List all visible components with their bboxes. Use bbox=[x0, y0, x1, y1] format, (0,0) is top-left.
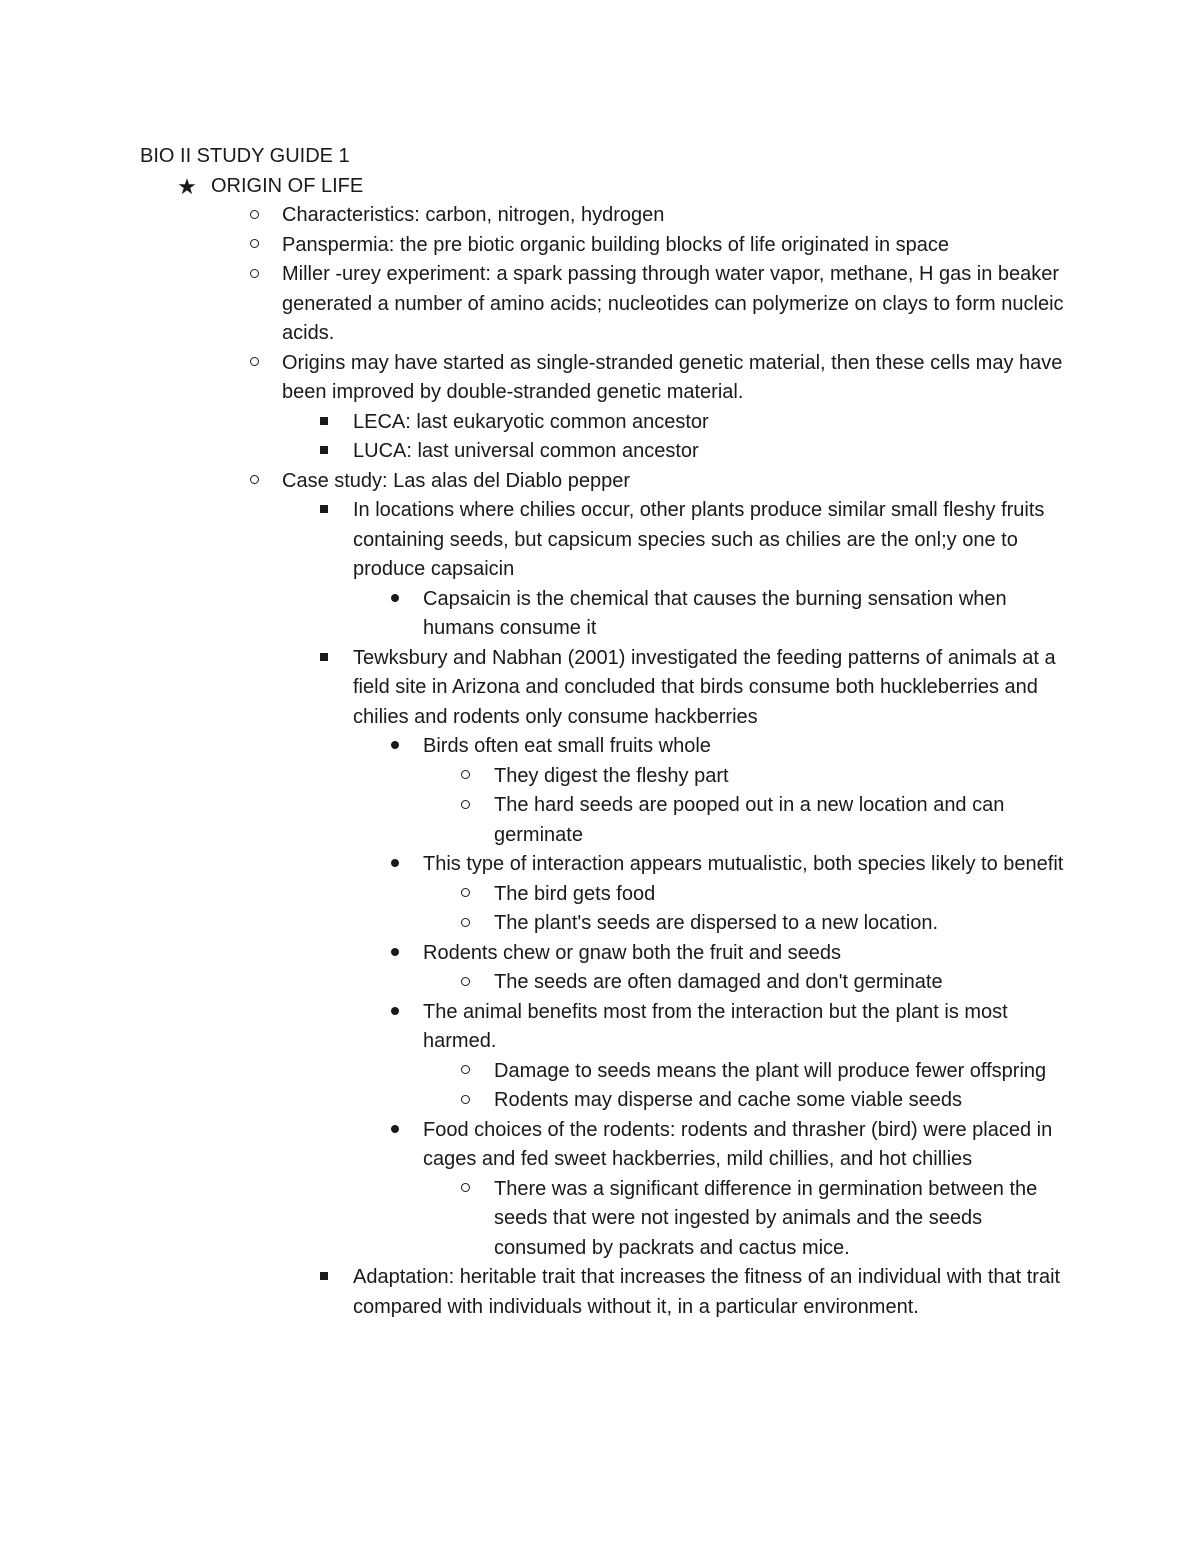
square-bullet-icon bbox=[314, 644, 334, 674]
square-bullet-icon bbox=[314, 1263, 334, 1293]
outline-item bbox=[0, 496, 1200, 585]
outline-item bbox=[0, 260, 1200, 349]
outline-item-text: Panspermia: the pre biotic organic building blocks of life originated in space bbox=[282, 233, 950, 256]
outline-item bbox=[0, 939, 1200, 969]
outline-item bbox=[0, 732, 1200, 762]
hollow-circle-bullet-icon bbox=[244, 231, 264, 261]
outline-item bbox=[0, 644, 1200, 733]
outline-item-text: The bird gets food bbox=[494, 882, 656, 905]
hollow-circle-bullet-icon bbox=[244, 201, 264, 231]
outline-item-text: The seeds are often damaged and don't germinate bbox=[494, 971, 943, 993]
outline-item bbox=[0, 1175, 1200, 1264]
outline-item bbox=[0, 349, 1200, 408]
outline-item bbox=[0, 998, 1200, 1057]
document-title: BIO II STUDY GUIDE 1 bbox=[140, 145, 350, 167]
hollow-circle-bullet-icon bbox=[455, 1057, 475, 1087]
outline-item-text: The animal benefits most from the interaction but the plant is most harmed. bbox=[423, 1000, 1008, 1052]
outline-item bbox=[0, 1116, 1200, 1175]
outline-list bbox=[0, 172, 1200, 1323]
outline-item bbox=[0, 408, 1200, 438]
dot-bullet-icon bbox=[384, 1116, 406, 1146]
hollow-circle-bullet-icon bbox=[455, 968, 475, 998]
square-bullet-icon bbox=[314, 496, 334, 526]
outline-item bbox=[0, 909, 1200, 939]
outline-item-text: Miller -urey experiment: a spark passing through water vapor, methane, H gas in beaker generated a number of amino acids; nucleotides can polymerize on clays to form nucleic acids. bbox=[282, 263, 1064, 344]
outline-item bbox=[0, 791, 1200, 850]
outline-item bbox=[0, 1263, 1200, 1322]
outline-item bbox=[0, 850, 1200, 880]
square-bullet-icon bbox=[314, 437, 334, 467]
outline-item bbox=[0, 172, 1200, 202]
outline-item-text: Adaptation: heritable trait that increases the fitness of an individual with that trait compared with individuals without it, in a particular environment. bbox=[353, 1266, 1061, 1318]
outline-item bbox=[0, 437, 1200, 467]
outline-item-text: The hard seeds are pooped out in a new location and can germinate bbox=[494, 794, 1005, 846]
outline-item bbox=[0, 201, 1200, 231]
hollow-circle-bullet-icon bbox=[244, 349, 264, 379]
hollow-circle-bullet-icon bbox=[455, 909, 475, 939]
outline-item-text: Rodents may disperse and cache some viable seeds bbox=[494, 1089, 963, 1111]
outline-item bbox=[0, 1086, 1200, 1116]
dot-bullet-icon bbox=[384, 998, 406, 1028]
outline-item-text: This type of interaction appears mutualistic, both species likely to benefit bbox=[423, 853, 1064, 875]
star-bullet-icon: ★ bbox=[177, 173, 197, 199]
outline-item bbox=[0, 231, 1200, 261]
hollow-circle-bullet-icon bbox=[455, 1086, 475, 1116]
outline-item bbox=[0, 968, 1200, 998]
hollow-circle-bullet-icon bbox=[455, 1175, 475, 1205]
outline-item-text: LECA: last eukaryotic common ancestor bbox=[353, 410, 709, 433]
outline-item-text: Origins may have started as single-stranded genetic material, then these cells may have been improved by double-stranded genetic material. bbox=[282, 351, 1063, 403]
hollow-circle-bullet-icon bbox=[244, 260, 264, 290]
dot-bullet-icon bbox=[384, 585, 406, 615]
dot-bullet-icon bbox=[384, 850, 406, 880]
outline-item bbox=[0, 762, 1200, 792]
outline-item bbox=[0, 467, 1200, 497]
outline-item-text: In locations where chilies occur, other plants produce similar small fleshy fruits containing seeds, but capsicum species such as chilies are the onl;y one to produce capsaicin bbox=[353, 499, 1045, 580]
outline-item bbox=[0, 880, 1200, 910]
outline-item-text: Rodents chew or gnaw both the fruit and seeds bbox=[423, 941, 842, 964]
outline-item-text: Damage to seeds means the plant will produce fewer offspring bbox=[494, 1059, 1047, 1082]
outline-item-text: LUCA: last universal common ancestor bbox=[353, 440, 699, 462]
outline-item-text: Case study: Las alas del Diablo pepper bbox=[282, 469, 630, 492]
outline-item-text: Capsaicin is the chemical that causes the burning sensation when humans consume it bbox=[423, 587, 1007, 639]
hollow-circle-bullet-icon bbox=[455, 791, 475, 821]
hollow-circle-bullet-icon bbox=[455, 762, 475, 792]
outline-item-text: Tewksbury and Nabhan (2001) investigated the feeding patterns of animals at a field site in Arizona and concluded that birds consume both huckleberries and chilies and rodents only consume hackberries bbox=[353, 646, 1056, 728]
hollow-circle-bullet-icon bbox=[244, 467, 264, 497]
outline-item-text: There was a significant difference in germination between the seeds that were not ingested by animals and the seeds consumed by packrats and cactus mice. bbox=[494, 1177, 1038, 1259]
outline-item-text: Characteristics: carbon, nitrogen, hydrogen bbox=[282, 204, 665, 226]
outline-item-text: Birds often eat small fruits whole bbox=[423, 735, 711, 757]
outline-item-text: The plant's seeds are dispersed to a new location. bbox=[494, 912, 939, 934]
dot-bullet-icon bbox=[384, 939, 406, 969]
square-bullet-icon bbox=[314, 408, 334, 438]
outline-item-text: They digest the fleshy part bbox=[494, 764, 729, 787]
outline-item-text: ORIGIN OF LIFE bbox=[211, 174, 364, 197]
outline-item bbox=[0, 585, 1200, 644]
hollow-circle-bullet-icon bbox=[455, 880, 475, 910]
outline-item-text: Food choices of the rodents: rodents and thrasher (bird) were placed in cages and fed sweet hackberries, mild chillies, and hot chillies bbox=[423, 1118, 1053, 1170]
outline-item bbox=[0, 1057, 1200, 1087]
dot-bullet-icon bbox=[384, 732, 406, 762]
